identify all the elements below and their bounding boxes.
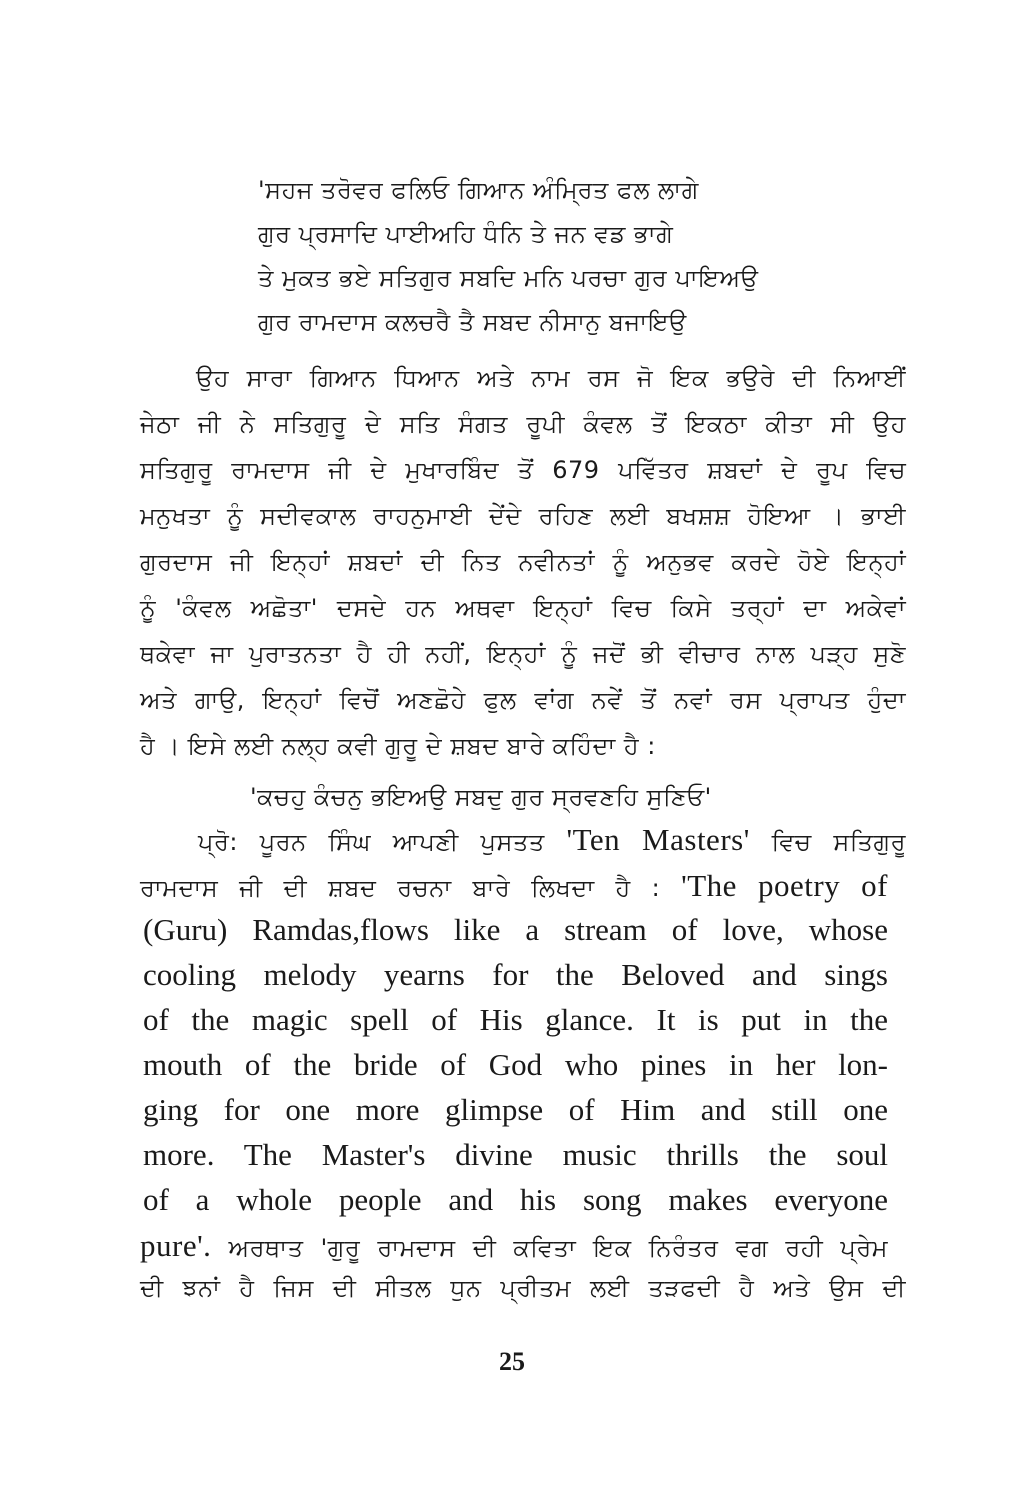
english-text: 'The poetry of — [681, 868, 888, 903]
english-line: ging for one more glimpse of Him and still one — [143, 1092, 888, 1127]
paragraph-line — [140, 870, 888, 901]
verse-line: ਗੁਰ ਪ੍ਰਸਾਦਿ ਪਾਈਅਹਿ ਧੰਨਿ ਤੇ ਜਨ ਵਡ ਭਾਗੇ — [258, 220, 674, 248]
paragraph-line — [198, 824, 906, 855]
paragraph-line: ਸਤਿਗੁਰੂ ਰਾਮਦਾਸ ਜੀ ਦੇ ਮੁਖਾਰਬਿੰਦ ਤੋਂ 679 ਪਵਿੱਤਰ ਸ਼ਬਦਾਂ ਦੇ ਰੂਪ ਵਿਚ — [140, 456, 906, 484]
paragraph-line: ਹੈ । ਇਸੇ ਲਈ ਨਲ੍ਹ ਕਵੀ ਗੁਰੂ ਦੇ ਸ਼ਬਦ ਬਾਰੇ ਕਹਿੰਦਾ ਹੈ : — [140, 732, 656, 760]
book-title: 'Ten Masters' — [566, 822, 750, 857]
quote-line: 'ਕਚਹੁ ਕੰਚਨੁ ਭਇਅਉ ਸਬਦੁ ਗੁਰ ਸ੍ਰਵਣਹਿ ਸੁਣਿਓ' — [250, 783, 712, 811]
paragraph-line: ਗੁਰਦਾਸ ਜੀ ਇਨ੍ਹਾਂ ਸ਼ਬਦਾਂ ਦੀ ਨਿਤ ਨਵੀਨਤਾਂ ਨੂੰ ਅਨੁਭਵ ਕਰਦੇ ਹੋਏ ਇਨ੍ਹਾਂ — [140, 548, 906, 576]
verse-line: 'ਸਹਜ ਤਰੋਵਰ ਫਲਿਓ ਗਿਆਨ ਅੰਮ੍ਰਿਤ ਫਲ ਲਾਗੇ — [258, 176, 699, 204]
english-line: mouth of the bride of God who pines in her lon- — [143, 1047, 888, 1082]
paragraph-line: ਉਹ ਸਾਰਾ ਗਿਆਨ ਧਿਆਨ ਅਤੇ ਨਾਮ ਰਸ ਜੋ ਇਕ ਭਉਰੇ ਦੀ ਨਿਆਈਂ — [196, 364, 906, 392]
verse-line: ਤੇ ਮੁਕਤ ਭਏ ਸਤਿਗੁਰ ਸਬਦਿ ਮਨਿ ਪਰਚਾ ਗੁਰ ਪਾਇਅਉ — [258, 264, 759, 292]
english-line: of a whole people and his song makes everyone — [143, 1182, 888, 1217]
page-number: 25 — [499, 1347, 525, 1376]
paragraph-line: ਥਕੇਵਾ ਜਾ ਪੁਰਾਤਨਤਾ ਹੈ ਹੀ ਨਹੀਂ, ਇਨ੍ਹਾਂ ਨੂੰ ਜਦੋਂ ਭੀ ਵੀਚਾਰ ਨਾਲ ਪੜ੍ਹ ਸੁਣੋ — [140, 640, 906, 668]
english-line: of the magic spell of His glance. It is put in the — [143, 1002, 888, 1037]
english-line: cooling melody yearns for the Beloved and sings — [143, 957, 888, 992]
gurmukhi-text: ਵਿਚ ਸਤਿਗੁਰੂ — [771, 828, 906, 856]
paragraph-line — [140, 1230, 888, 1261]
paragraph-line: ਮਨੁਖਤਾ ਨੂੰ ਸਦੀਵਕਾਲ ਰਾਹਨੁਮਾਈ ਦੇਂਦੇ ਰਹਿਣ ਲਈ ਬਖਸ਼ਸ਼ ਹੋਇਆ । ਭਾਈ — [140, 502, 906, 530]
paragraph-line: ਦੀ ਝਨਾਂ ਹੈ ਜਿਸ ਦੀ ਸੀਤਲ ਧੁਨ ਪ੍ਰੀਤਮ ਲਈ ਤੜਫਦੀ ਹੈ ਅਤੇ ਉਸ ਦੀ — [140, 1274, 906, 1302]
paragraph-line: ਜੇਠਾ ਜੀ ਨੇ ਸਤਿਗੁਰੂ ਦੇ ਸਤਿ ਸੰਗਤ ਰੂਪੀ ਕੰਵਲ ਤੋਂ ਇਕਠਾ ਕੀਤਾ ਸੀ ਉਹ — [140, 410, 906, 438]
gurmukhi-text: ਅਰਥਾਤ 'ਗੁਰੂ ਰਾਮਦਾਸ ਦੀ ਕਵਿਤਾ ਇਕ ਨਿਰੰਤਰ ਵਗ ਰਹੀ ਪ੍ਰੇਮ — [228, 1234, 888, 1262]
verse-line: ਗੁਰ ਰਾਮਦਾਸ ਕਲਚਰੈ ਤੈ ਸਬਦ ਨੀਸਾਨੁ ਬਜਾਇਉ — [258, 308, 687, 336]
paragraph-line: ਅਤੇ ਗਾਉ, ਇਨ੍ਹਾਂ ਵਿਚੋਂ ਅਣਛੋਹੇ ਫੁਲ ਵਾਂਗ ਨਵੇਂ ਤੋਂ ਨਵਾਂ ਰਸ ਪ੍ਰਾਪਤ ਹੁੰਦਾ — [140, 686, 906, 714]
gurmukhi-text: ਪ੍ਰੋ: ਪੂਰਨ ਸਿੰਘ ਆਪਣੀ ਪੁਸਤਤ — [198, 828, 545, 856]
english-line: more. The Master's divine music thrills the soul — [143, 1137, 888, 1172]
paragraph-line: ਨੂੰ 'ਕੰਵਲ ਅਛੋਤਾ' ਦਸਦੇ ਹਨ ਅਥਵਾ ਇਨ੍ਹਾਂ ਵਿਚ ਕਿਸੇ ਤਰ੍ਹਾਂ ਦਾ ਅਕੇਵਾਂ — [140, 594, 906, 622]
gurmukhi-text: ਰਾਮਦਾਸ ਜੀ ਦੀ ਸ਼ਬਦ ਰਚਨਾ ਬਾਰੇ ਲਿਖਦਾ ਹੈ : — [140, 874, 661, 902]
english-line: (Guru) Ramdas,flows like a stream of love, whose — [143, 912, 888, 947]
english-text: pure'. — [140, 1228, 212, 1263]
